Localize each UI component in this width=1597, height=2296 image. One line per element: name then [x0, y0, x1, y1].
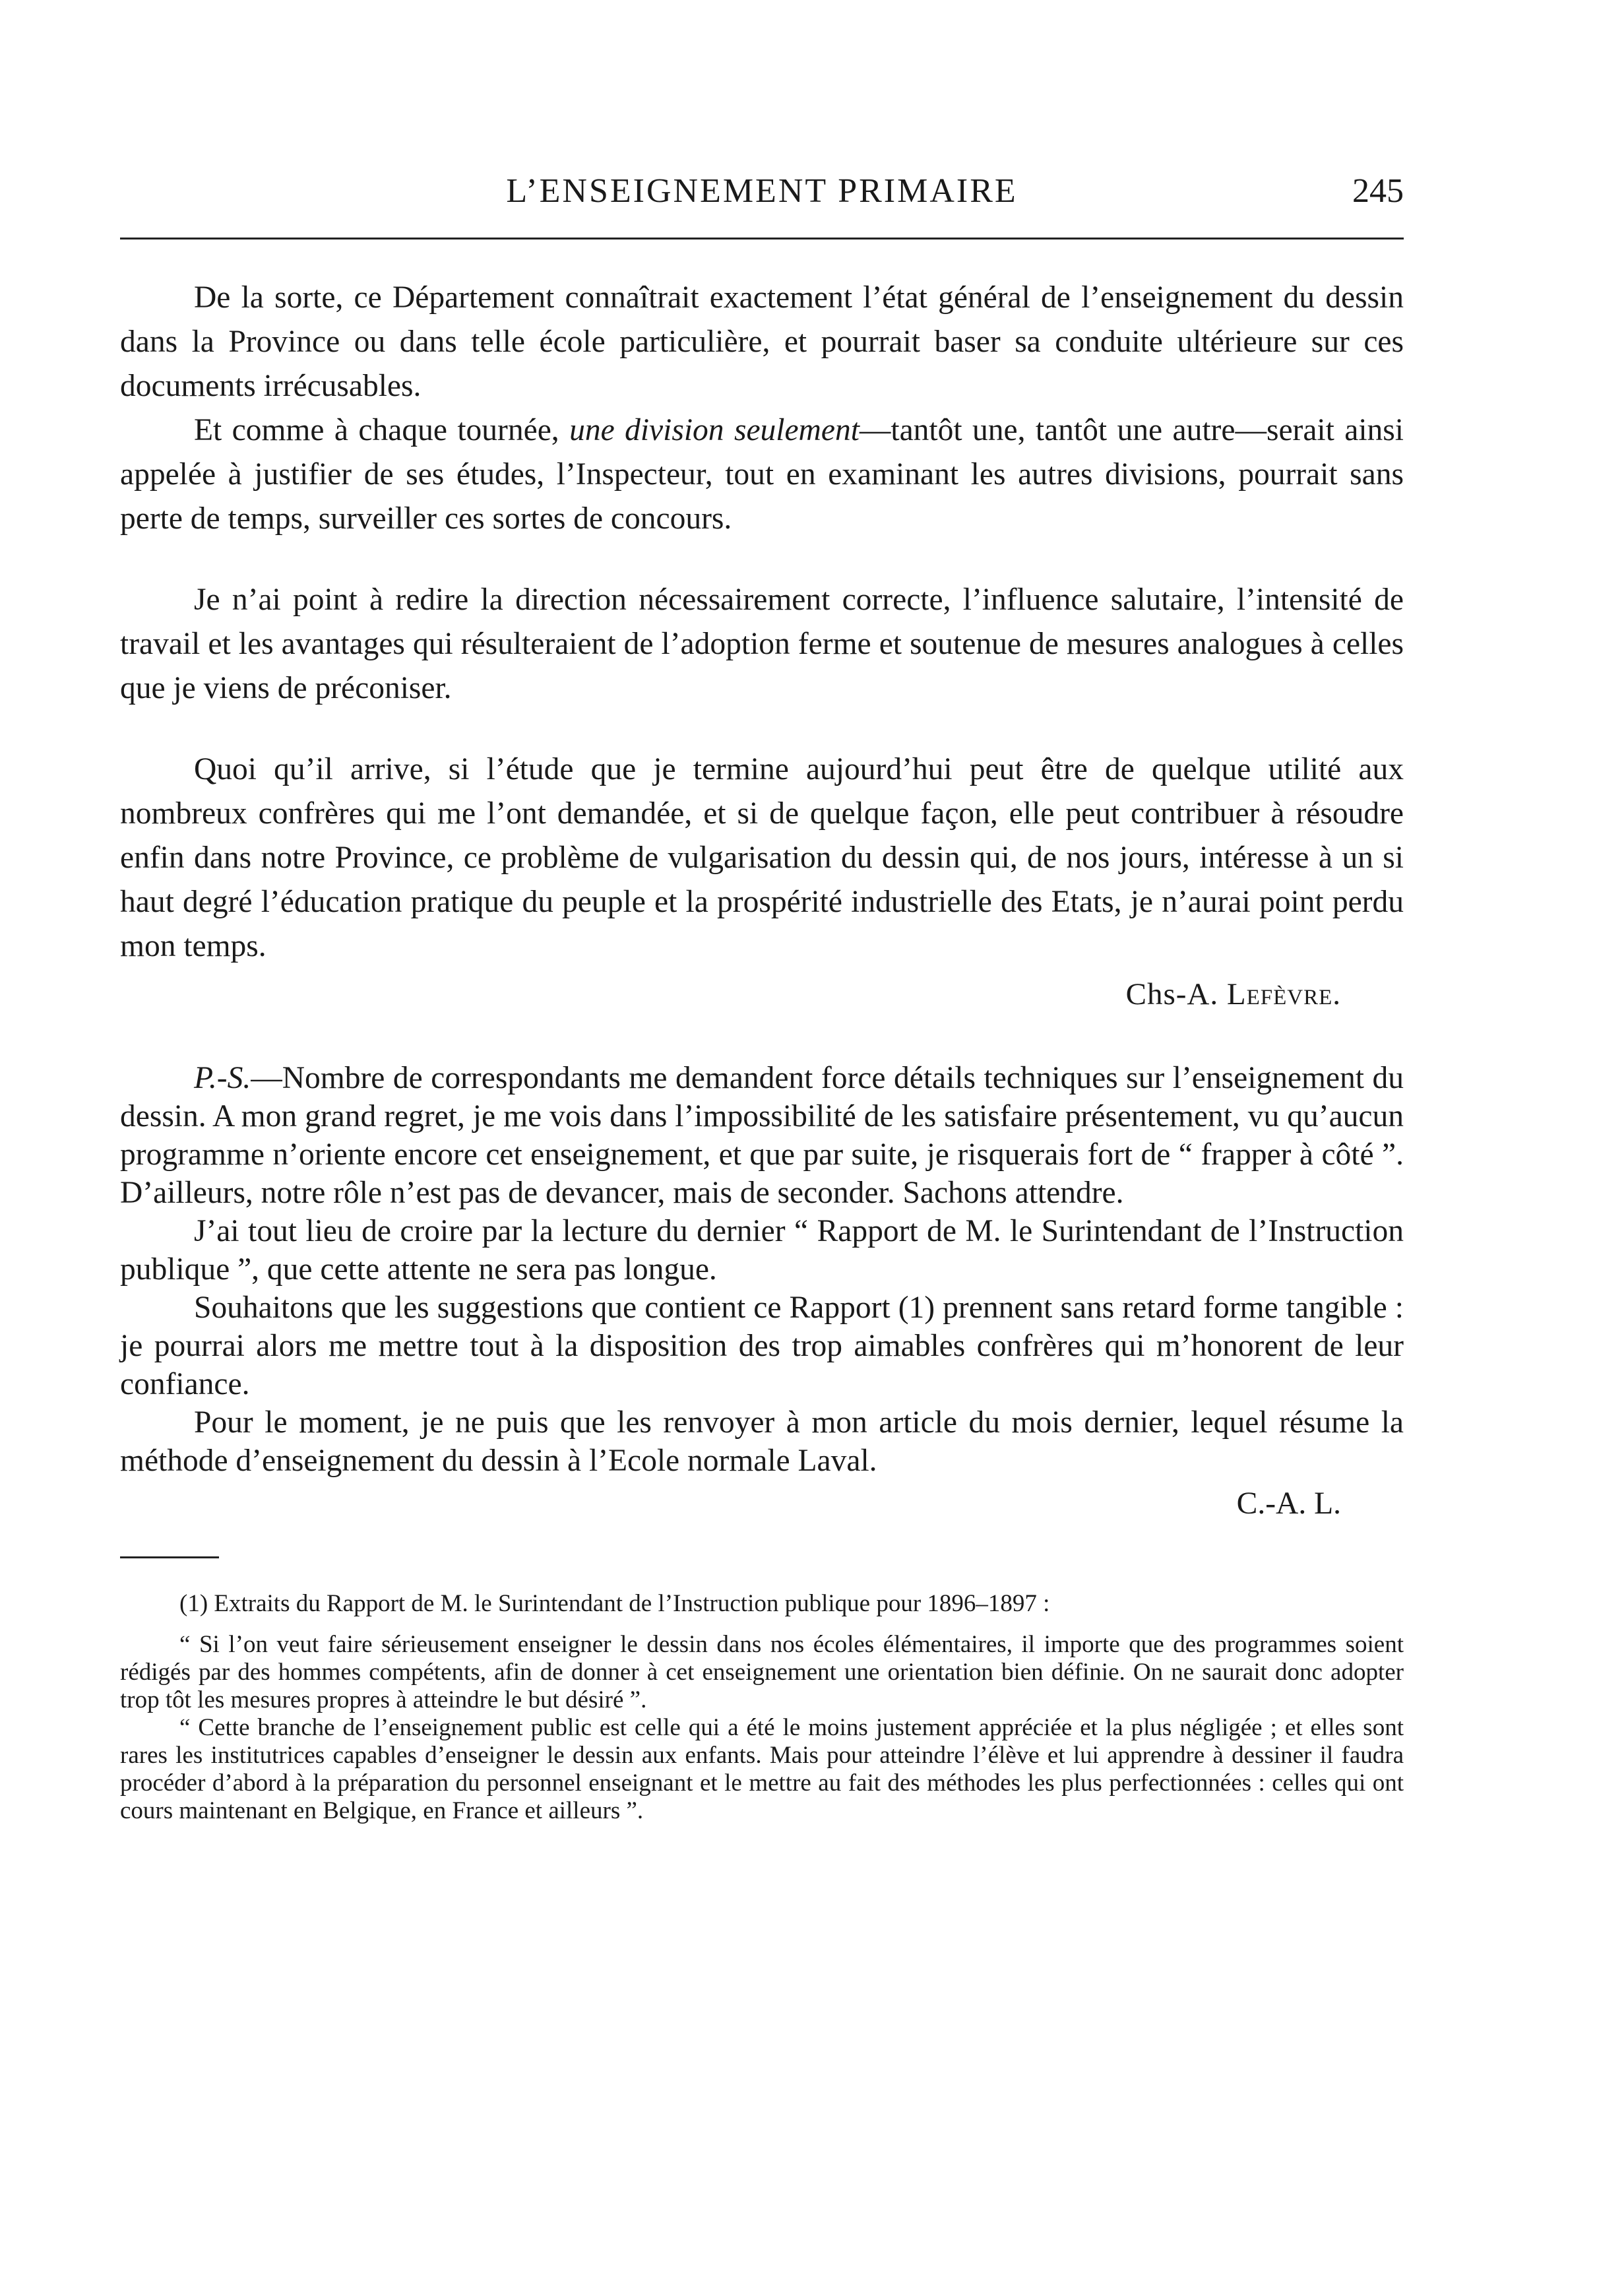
postscript-paragraph-4: Pour le moment, je ne puis que les renvoyer à mon article du mois dernier, lequel résume la méthode d’enseignement du dessin à l’Ecole normale Laval. [120, 1405, 1404, 1478]
postscript-label: P.-S. [194, 1061, 251, 1095]
body-text [120, 276, 1404, 1825]
signature-name: Lefèvre. [1226, 977, 1341, 1011]
paragraph-2-start: Et comme à chaque tournée, [194, 413, 570, 447]
postscript-paragraph-2: J’ai tout lieu de croire par la lecture du dernier “ Rapport de M. le Surintendant de l’Instruction publique ”, que cette attente ne sera pas longue. [120, 1214, 1404, 1287]
postscript [120, 1059, 1404, 1525]
postscript-paragraph-3: Souhaitons que les suggestions que contient ce Rapport (1) prennent sans retard forme tangible : je pourrai alors me mettre tout à la disposition des trop aimables confrères qui m’honorent de leur confiance. [120, 1291, 1404, 1401]
footnote-quote-2: “ Cette branche de l’enseignement public est celle qui a été le moins justement appréciée et la plus négligée ; et elles sont rares les institutrices capables d’enseigner le dessin aux enfants. Mais pour atteindre l’élève et lui apprendre à dessiner il faudra procéder d’abord à la préparation du personnel enseignant et le mettre au fait des méthodes les plus perfectionnées : celles qui ont cours maintenant en Belgique, en France et ailleurs ”. [120, 1714, 1404, 1824]
paragraph-2-emphasis: une division seulement [569, 413, 860, 447]
page-header [120, 168, 1404, 221]
paragraph-2 [120, 408, 1404, 541]
footnote-1: (1) Extraits du Rapport de M. le Surintendant de l’Instruction publique pour 1896–1897 : [179, 1590, 1050, 1617]
signature-initial: Chs-A. [1125, 977, 1227, 1011]
running-head: L’ENSEIGNEMENT PRIMAIRE [506, 172, 1018, 210]
postscript-initials: C.-A. L. [1236, 1486, 1341, 1521]
author-signature [120, 973, 1404, 1017]
header-rule [120, 238, 1404, 239]
page [120, 0, 1404, 2296]
paragraph-2-end: —tantôt une, tantôt une autre—serait ainsi appelée à justifier de ses études, l’Inspecteur, tout en examinant les autres divisions, pourrait sans perte de temps, surveiller ces sortes de concours. [120, 413, 1404, 536]
paragraph-3: Je n’ai point à redire la direction nécessairement correcte, l’influence salutaire, l’intensité de travail et les avantages qui résulteraient de l’adoption ferme et soutenue de mesures analogues à celles que je viens de préconiser. [120, 583, 1404, 705]
paragraph-4: Quoi qu’il arrive, si l’étude que je termine aujourd’hui peut être de quelque utilité aux nombreux confrères qui me l’ont demandée, et si de quelque façon, elle peut contribuer à résoudre enfin dans notre Province, ce problème de vulgarisation du dessin qui, de nos jours, intéresse à un si haut degré l’éducation pratique du peuple et la prospérité industrielle des Etats, je n’aurai point perdu mon temps. [120, 752, 1404, 963]
postscript-paragraph-1-text: —Nombre de correspondants me demandent force détails techniques sur l’enseignement du dessin. A mon grand regret, je me vois dans l’impossibilité de les satisfaire présentement, vu qu’aucun programme n’oriente encore cet enseignement, et que par suite, je risquerais fort de “ frapper à côté ”. D’ailleurs, notre rôle n’est pas de devancer, mais de seconder. Sachons attendre. [120, 1061, 1404, 1210]
footnotes [120, 1590, 1404, 1825]
postscript-paragraph-1 [120, 1059, 1404, 1212]
footnote-rule [120, 1556, 219, 1558]
footnote-quote-1: “ Si l’on veut faire sérieusement enseigner le dessin dans nos écoles élémentaires, il importe que des programmes soient rédigés par des hommes compétents, afin de donner à cet enseignement une orientation bien définie. On ne saurait donc adopter trop tôt les mesures propres à atteindre le but désiré ”. [120, 1631, 1404, 1713]
paragraph-1: De la sorte, ce Département connaîtrait exactement l’état général de l’enseignement du dessin dans la Province ou dans telle école particulière, et pourrait baser sa conduite ultérieure sur ces documents irrécusables. [120, 280, 1404, 403]
page-number: 245 [1352, 172, 1404, 210]
